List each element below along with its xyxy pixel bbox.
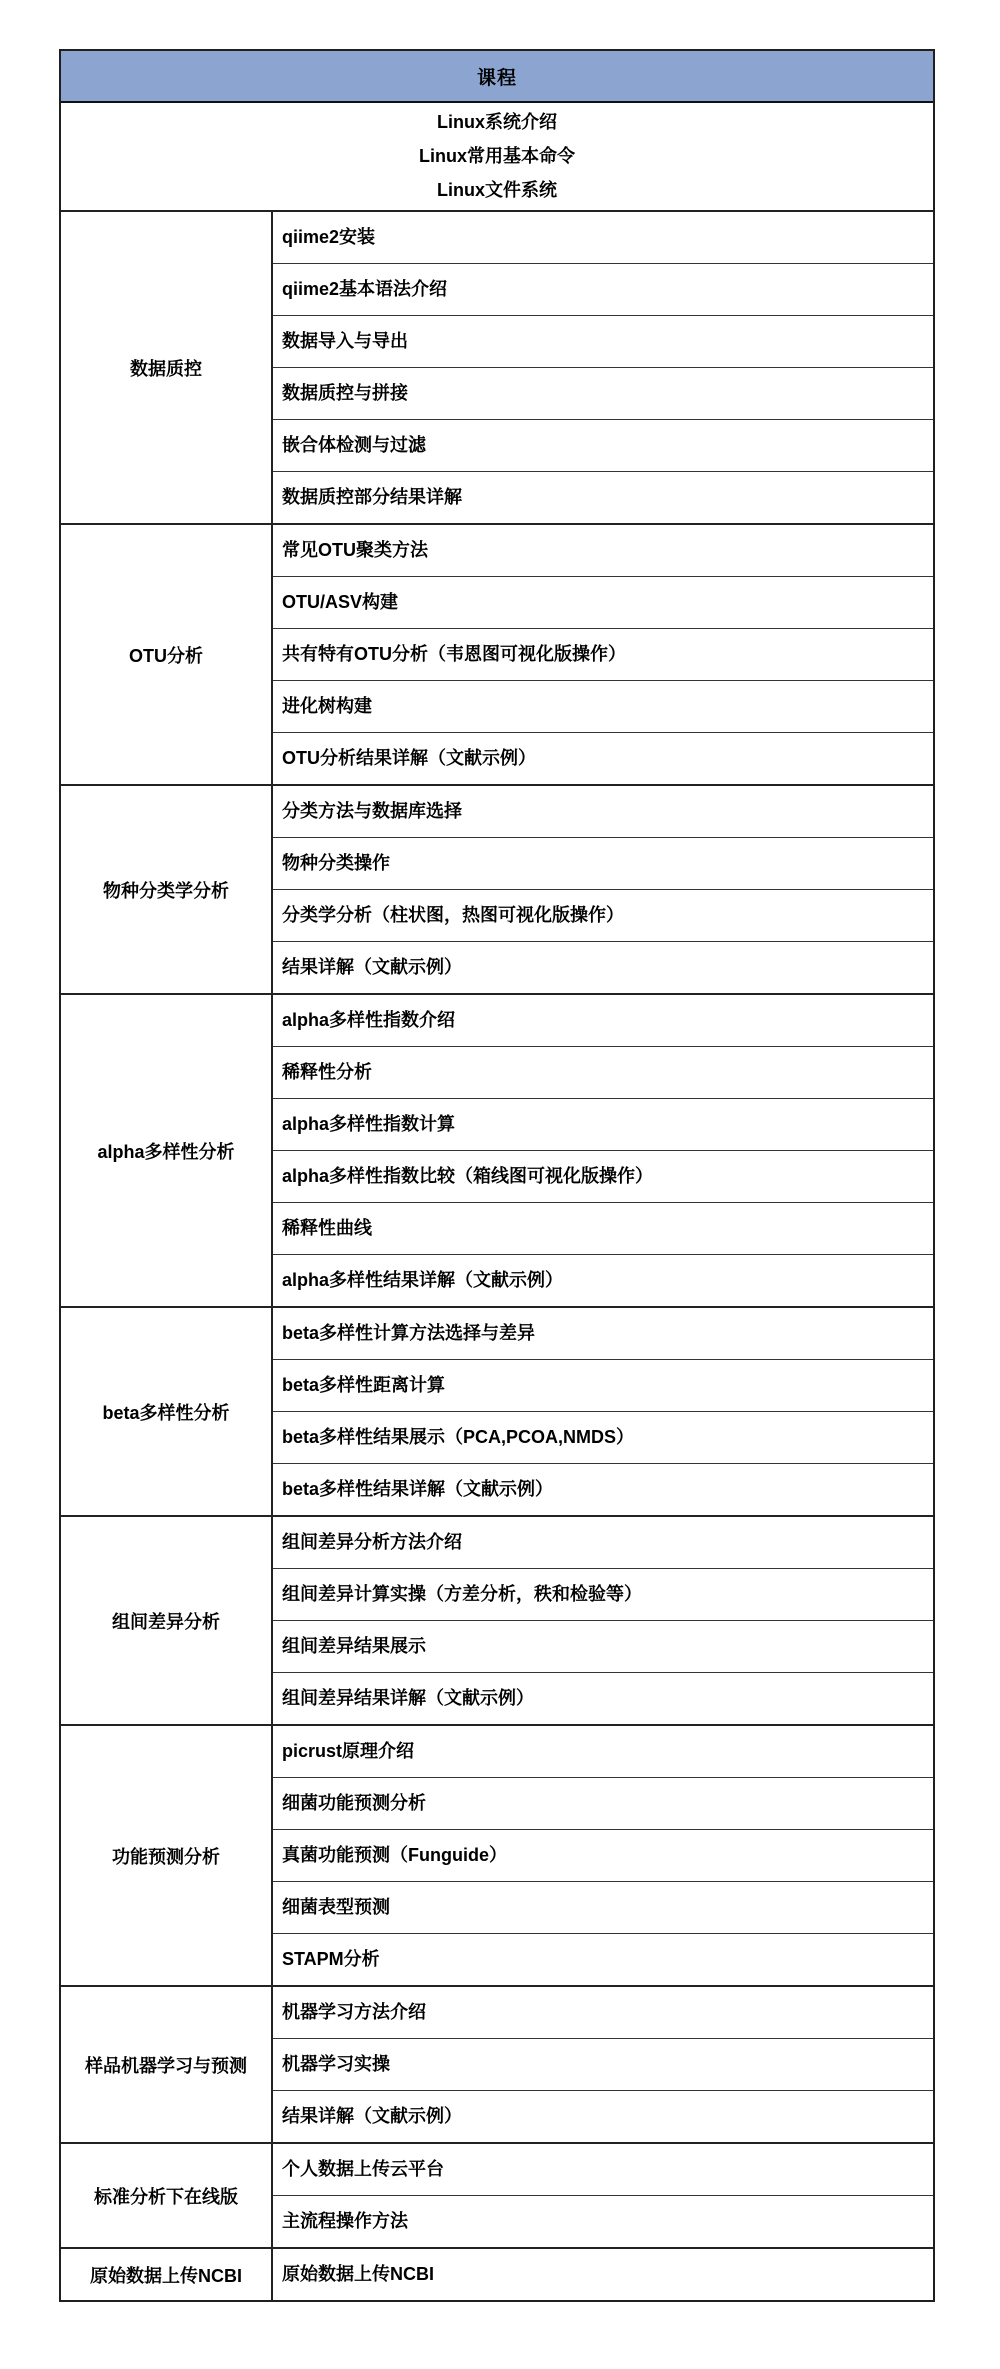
section-category: 原始数据上传NCBI — [61, 2249, 273, 2300]
section-items — [273, 995, 933, 1306]
course-item: 细菌功能预测分析 — [273, 1778, 933, 1830]
table-header-label: 课程 — [476, 67, 517, 89]
course-item: beta多样性计算方法选择与差异 — [273, 1308, 933, 1360]
course-item: 组间差异结果展示 — [273, 1621, 933, 1673]
course-section — [61, 995, 933, 1308]
course-item: alpha多样性指数计算 — [273, 1099, 933, 1151]
course-item: OTU分析结果详解（文献示例） — [282, 748, 536, 768]
course-item: 机器学习方法介绍 — [273, 1987, 933, 2039]
course-section — [61, 2144, 933, 2249]
course-item: 结果详解（文献示例） — [282, 2106, 462, 2126]
course-item: 组间差异计算实操（方差分析，秩和检验等） — [273, 1569, 933, 1621]
course-item: 数据质控部分结果详解 — [282, 487, 462, 507]
course-item: alpha多样性结果详解（文献示例） — [282, 1270, 564, 1290]
table-header — [61, 51, 933, 103]
course-section — [61, 1726, 933, 1987]
intro-cell — [61, 103, 933, 212]
section-category: alpha多样性分析 — [61, 995, 273, 1306]
course-section — [61, 1987, 933, 2144]
section-items — [273, 525, 933, 784]
section-items — [273, 1308, 933, 1515]
section-items — [273, 786, 933, 993]
section-category: 物种分类学分析 — [61, 786, 273, 993]
intro-line: Linux系统介绍 — [437, 112, 557, 132]
course-item: 真菌功能预测（Funguide） — [273, 1830, 933, 1882]
section-items — [273, 1726, 933, 1985]
course-item: 组间差异分析方法介绍 — [273, 1517, 933, 1569]
section-category: OTU分析 — [61, 525, 273, 784]
course-item: 分类学分析（柱状图，热图可视化版操作） — [273, 890, 933, 942]
course-item: 分类方法与数据库选择 — [273, 786, 933, 838]
course-section — [61, 1517, 933, 1726]
course-item: 物种分类操作 — [273, 838, 933, 890]
course-item: 细菌表型预测 — [273, 1882, 933, 1934]
course-section — [61, 212, 933, 525]
section-items — [273, 1517, 933, 1724]
course-item: 组间差异结果详解（文献示例） — [282, 1688, 534, 1708]
course-item: 主流程操作方法 — [282, 2211, 408, 2231]
course-section — [61, 786, 933, 995]
intro-line: Linux常用基本命令 — [419, 146, 575, 166]
section-items — [273, 212, 933, 523]
course-section — [61, 2249, 933, 2300]
section-category: 样品机器学习与预测 — [61, 1987, 273, 2142]
course-item: picrust原理介绍 — [273, 1726, 933, 1778]
course-item: 原始数据上传NCBI — [282, 2264, 434, 2284]
course-item: beta多样性距离计算 — [273, 1360, 933, 1412]
course-item: 共有特有OTU分析（韦恩图可视化版操作） — [273, 629, 933, 681]
course-item: 稀释性曲线 — [273, 1203, 933, 1255]
section-category: 标准分析下在线版 — [61, 2144, 273, 2247]
course-item: 嵌合体检测与过滤 — [273, 420, 933, 472]
section-category: 功能预测分析 — [61, 1726, 273, 1985]
sections-container — [61, 212, 933, 2300]
intro-line: Linux文件系统 — [437, 180, 557, 200]
course-item: alpha多样性指数介绍 — [273, 995, 933, 1047]
section-category: beta多样性分析 — [61, 1308, 273, 1515]
course-table — [59, 49, 935, 2302]
course-item: alpha多样性指数比较（箱线图可视化版操作） — [273, 1151, 933, 1203]
course-item: beta多样性结果详解（文献示例） — [282, 1479, 554, 1499]
course-item: 数据导入与导出 — [273, 316, 933, 368]
section-category: 组间差异分析 — [61, 1517, 273, 1724]
course-item: 机器学习实操 — [273, 2039, 933, 2091]
course-item: 常见OTU聚类方法 — [273, 525, 933, 577]
course-item: qiime2基本语法介绍 — [273, 264, 933, 316]
section-items — [273, 2249, 933, 2300]
course-section — [61, 1308, 933, 1517]
course-item: STAPM分析 — [282, 1949, 380, 1969]
course-item: 数据质控与拼接 — [273, 368, 933, 420]
course-item: 结果详解（文献示例） — [282, 957, 462, 977]
course-section — [61, 525, 933, 786]
section-category: 数据质控 — [61, 212, 273, 523]
course-item: 进化树构建 — [273, 681, 933, 733]
course-item: OTU/ASV构建 — [273, 577, 933, 629]
section-items — [273, 1987, 933, 2142]
section-items — [273, 2144, 933, 2247]
course-item: 稀释性分析 — [273, 1047, 933, 1099]
course-item: 个人数据上传云平台 — [273, 2144, 933, 2196]
course-item: qiime2安装 — [273, 212, 933, 264]
course-item: beta多样性结果展示（PCA,PCOA,NMDS） — [273, 1412, 933, 1464]
